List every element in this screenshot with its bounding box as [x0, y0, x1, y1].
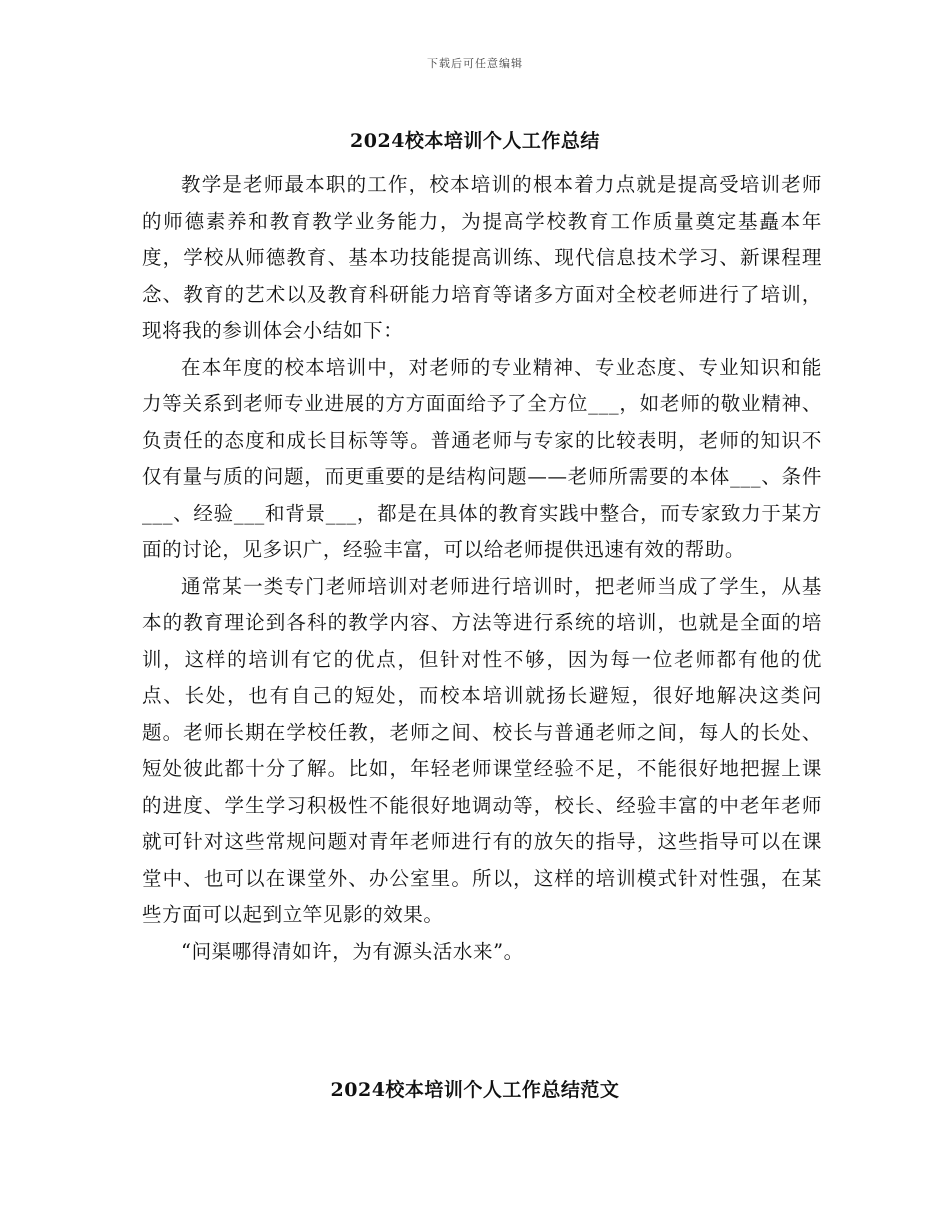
paragraph-1: 教学是老师最本职的工作，校本培训的根本着力点就是提高受培训老师的师德素养和教育教学业务能力，为提高学校教育工作质量奠定基矗本年度，学校从师德教育、基本功技能提高训练、现代信息技术学习、新课程理念、教育的艺术以及教育科研能力培育等诸多方面对全校老师进行了培训，现将我的参训体会小结如下：: [142, 173, 822, 342]
paragraph-4: “问渠哪得清如许，为有源头活水来”。: [181, 939, 524, 963]
paragraph-3: 通常某一类专门老师培训对老师进行培训时，把老师当成了学生，从基本的教育理论到各科的教学内容、方法等进行系统的培训，也就是全面的培训，这样的培训有它的优点，但针对性不够，因为每一位老师都有他的优点、长处，也有自己的短处，而校本培训就扬长避短，很好地解决这类问题。老师长期在学校任教，老师之间、校长与普通老师之间，每人的长处、短处彼此都十分了解。比如，年轻老师课堂经验不足，不能很好地把握上课的进度、学生学习积极性不能很好地调动等，校长、经验丰富的中老年老师就可针对这些常规问题对青年老师进行有的放矢的指导，这些指导可以在课堂中、也可以在课堂外、办公室里。所以，这样的培训模式针对性强，在某些方面可以起到立竿见影的效果。: [142, 574, 822, 926]
paragraph-2: 在本年度的校本培训中，对老师的专业精神、专业态度、专业知识和能力等关系到老师专业进展的方方面面给予了全方位___，如老师的敬业精神、负责任的态度和成长目标等等。普通老师与专家的比较表明，老师的知识不仅有量与质的问题，而更重要的是结构问题——老师所需要的本体___、条件___、经验___和背景___，都是在具体的教育实践中整合，而专家致力于某方面的讨论，见多识广，经验丰富，可以给老师提供迅速有效的帮助。: [142, 355, 822, 561]
page-header-note: 下载后可任意编辑: [427, 57, 523, 70]
document-body: [142, 167, 822, 970]
next-section-title: 2024校本培训个人工作总结范文: [330, 1079, 620, 1101]
document-title: 2024校本培训个人工作总结: [350, 130, 600, 152]
